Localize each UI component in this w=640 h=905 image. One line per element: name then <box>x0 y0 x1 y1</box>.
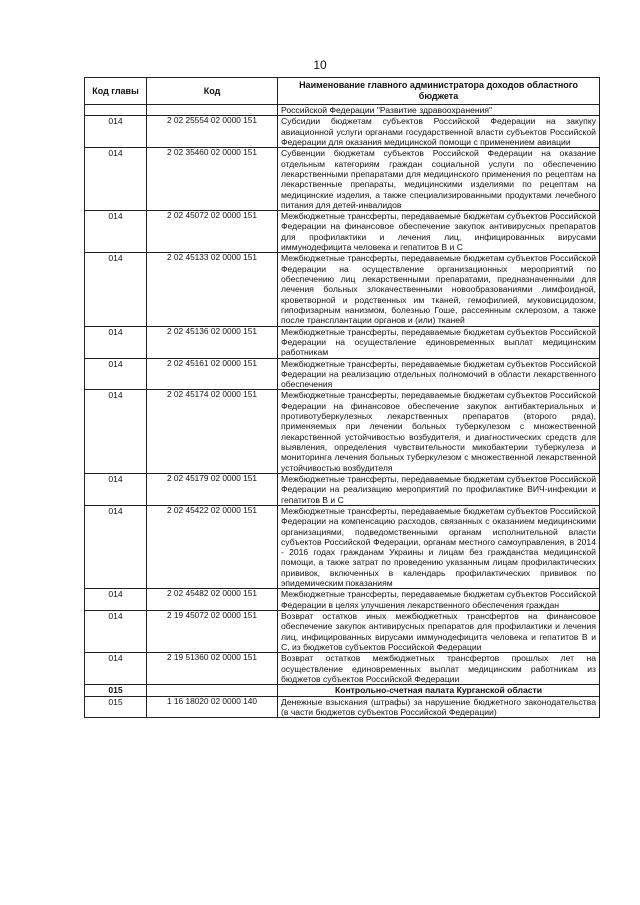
administrator-name-cell: Межбюджетные трансферты, передаваемые бюджетам субъектов Российской Федерации на реализацию отдельных полномочий в области лекарственного обеспечения <box>278 358 600 390</box>
administrator-name-cell: Субсидии бюджетам субъектов Российской Федерации на закупку авиационной услуги органами государственной власти субъектов Российской Федерации для оказания медицинской помощи с применением авиации <box>278 116 600 148</box>
table-header-row <box>85 78 600 105</box>
administrator-name-cell: Межбюджетные трансферты, передаваемые бюджетам субъектов Российской Федерации на компенсацию расходов, связанных с оказанием медицинскими организациями, подведомственными органам исполнительной власти субъектов Российской Федерации, органам местного самоуправления, в 2014 - 2016 годах гражданам Украины и лицам без гражданства медицинской помощи, а также затрат по проведению указанным лицам профилактических прививок, включенных в календарь профилактических прививок по эпидемическим показаниям <box>278 505 600 589</box>
chapter-code-cell: 014 <box>85 653 147 685</box>
administrator-name-cell: Межбюджетные трансферты, передаваемые бюджетам субъектов Российской Федерации на осуществление организационных мероприятий по обеспечению лиц лекарственными препаратами, предназначенными для лечения больных злокачественными новообразованиями лимфоидной, кроветворной и родственных им тканей, гемофилией, муковисцидозом, гипофизарным нанизмом, болезнью Гоше, рассеянным склерозом, а также после трансплантации органов и (или) тканей <box>278 253 600 326</box>
chapter-code-cell: 014 <box>85 505 147 589</box>
budget-code-cell: 1 16 18020 02 0000 140 <box>147 696 278 718</box>
budget-code-cell: 2 02 45072 02 0000 151 <box>147 211 278 253</box>
table-row <box>85 611 600 653</box>
budget-code-cell: 2 02 35460 02 0000 151 <box>147 148 278 211</box>
budget-code-cell: 2 02 45136 02 0000 151 <box>147 326 278 358</box>
chapter-code-cell: 014 <box>85 611 147 653</box>
revenue-administrators-table <box>84 77 600 718</box>
table-row <box>85 148 600 211</box>
administrator-name-cell: Межбюджетные трансферты, передаваемые бюджетам субъектов Российской Федерации на финансовое обеспечение закупок антивирусных препаратов для профилактики и лечения лиц, инфицированных вирусами иммунодефицита человека и гепатитов В и С <box>278 211 600 253</box>
chapter-code-cell: 015 <box>85 685 147 696</box>
header-administrator-name: Наименование главного администратора доходов областного бюджета <box>278 78 600 105</box>
administrator-name-cell: Денежные взыскания (штрафы) за нарушение бюджетного законодательства (в части бюджетов субъектов Российской Федерации) <box>278 696 600 718</box>
administrator-name-cell: Межбюджетные трансферты, передаваемые бюджетам субъектов Российской Федерации на осуществление единовременных выплат медицинским работникам <box>278 326 600 358</box>
budget-code-cell: 2 02 45161 02 0000 151 <box>147 358 278 390</box>
continuation-text: Российской Федерации "Развитие здравоохранения" <box>278 105 600 116</box>
section-header-row <box>85 685 600 696</box>
table-row <box>85 505 600 589</box>
table-row <box>85 473 600 505</box>
budget-code-cell: 2 02 45179 02 0000 151 <box>147 473 278 505</box>
chapter-code-cell: 014 <box>85 116 147 148</box>
budget-code-cell: 2 02 45133 02 0000 151 <box>147 253 278 326</box>
chapter-code-cell: 014 <box>85 211 147 253</box>
table-row <box>85 105 600 116</box>
budget-code-cell: 2 02 45422 02 0000 151 <box>147 505 278 589</box>
table-row <box>85 390 600 474</box>
chapter-code-cell: 014 <box>85 473 147 505</box>
chapter-code-cell: 014 <box>85 326 147 358</box>
header-chapter-code: Код главы <box>85 78 147 105</box>
chapter-code-cell: 014 <box>85 390 147 474</box>
administrator-name-cell: Контрольно-счетная палата Курганской области <box>278 685 600 696</box>
table-row <box>85 326 600 358</box>
administrator-name-cell: Межбюджетные трансферты, передаваемые бюджетам субъектов Российской Федерации на реализацию мероприятий по профилактике ВИЧ-инфекции и гепатитов В и С <box>278 473 600 505</box>
administrator-name-cell: Возврат остатков иных межбюджетных трансфертов на финансовое обеспечение закупок антивирусных препаратов для профилактики и лечения лиц, инфицированных вирусами иммунодефицита человека и гепатитов В и С, из бюджетов субъектов Российской Федерации <box>278 611 600 653</box>
administrator-name-cell: Межбюджетные трансферты, передаваемые бюджетам субъектов Российской Федерации в целях улучшения лекарственного обеспечения граждан <box>278 589 600 611</box>
page-number: 10 <box>313 58 327 72</box>
chapter-code-cell: 014 <box>85 253 147 326</box>
header-code: Код <box>147 78 278 105</box>
table-row <box>85 653 600 685</box>
table-row <box>85 696 600 718</box>
chapter-code-cell: 014 <box>85 358 147 390</box>
administrator-name-cell: Возврат остатков межбюджетных трансфертов прошлых лет на осуществление единовременных выплат медицинским работникам из бюджетов субъектов Российской Федерации <box>278 653 600 685</box>
budget-code-cell <box>147 685 278 696</box>
table-row <box>85 253 600 326</box>
budget-code-cell: 2 02 45174 02 0000 151 <box>147 390 278 474</box>
chapter-code-cell: 014 <box>85 148 147 211</box>
chapter-code-cell: 015 <box>85 696 147 718</box>
budget-code-cell: 2 19 45072 02 0000 151 <box>147 611 278 653</box>
budget-code-cell: 2 02 25554 02 0000 151 <box>147 116 278 148</box>
table-row <box>85 589 600 611</box>
chapter-code-cell: 014 <box>85 589 147 611</box>
budget-code-cell: 2 02 45482 02 0000 151 <box>147 589 278 611</box>
table-row <box>85 116 600 148</box>
table-row <box>85 211 600 253</box>
administrator-name-cell: Межбюджетные трансферты, передаваемые бюджетам субъектов Российской Федерации на финансовое обеспечение закупок антибактериальных и противотуберкулезных лекарственных препаратов (второго ряда), применяемых при лечении больных туберкулезом с множественной лекарственной устойчивостью возбудителя, и диагностических средств для выявления, определения чувствительности микобактерии туберкулеза и мониторинга лечения больных туберкулезом с множественной лекарственной устойчивостью возбудителя <box>278 390 600 474</box>
table-row <box>85 358 600 390</box>
administrator-name-cell: Субвенции бюджетам субъектов Российской Федерации на оказание отдельным категориям граждан социальной услуги по обеспечению лекарственными препаратами для медицинского применения по рецептам на лекарственные препараты, медицинскими изделиями по рецептам на медицинские изделия, а также специализированными продуктами лечебного питания для детей-инвалидов <box>278 148 600 211</box>
budget-code-cell: 2 19 51360 02 0000 151 <box>147 653 278 685</box>
